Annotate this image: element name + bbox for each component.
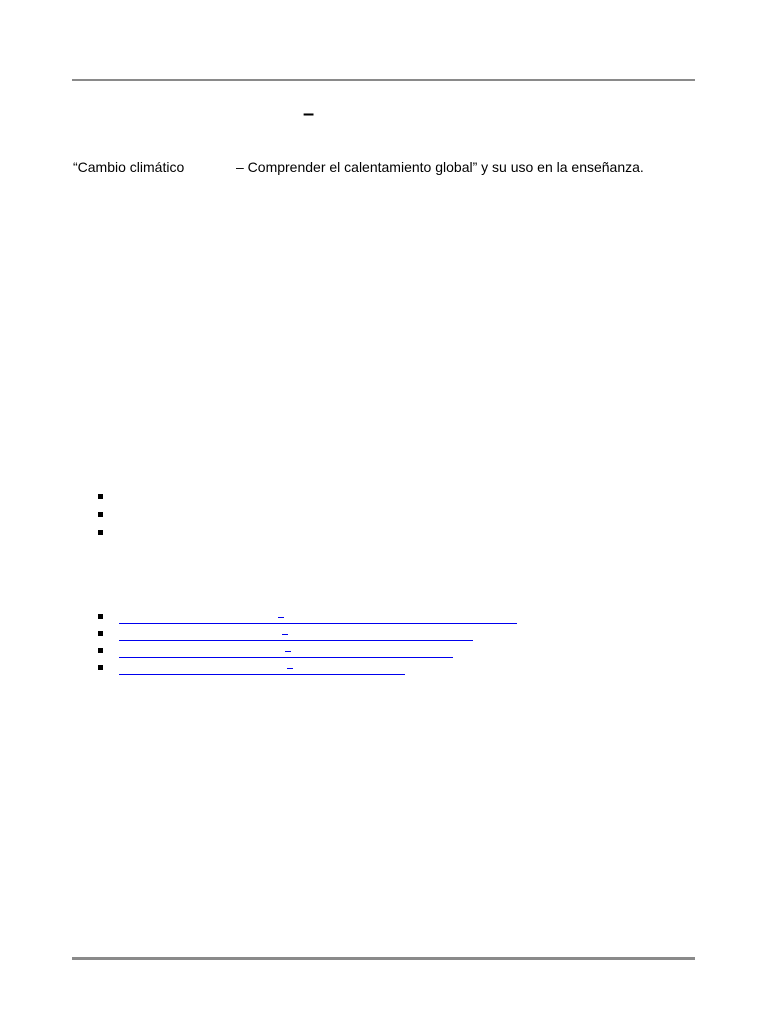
footer-rule [72, 957, 695, 960]
page-heading-dash: – [303, 103, 315, 125]
bullet-marker [98, 512, 103, 517]
hyperlink[interactable] [119, 623, 517, 624]
bullet-marker [98, 648, 103, 653]
header-rule [72, 79, 695, 81]
link-dash [278, 617, 284, 618]
bullet-marker [98, 665, 103, 670]
hyperlink[interactable] [119, 657, 453, 658]
link-dash [285, 651, 291, 652]
bullet-marker [98, 530, 103, 535]
link-dash [282, 634, 288, 635]
bullet-marker [98, 494, 103, 499]
hyperlink[interactable] [119, 674, 405, 675]
intro-text-title: “Cambio climático [73, 159, 185, 175]
hyperlink[interactable] [119, 640, 473, 641]
bullet-marker [98, 614, 103, 619]
intro-text-description: – Comprender el calentamiento global” y su uso en la enseñanza. [236, 159, 644, 175]
bullet-marker [98, 631, 103, 636]
link-dash [287, 668, 293, 669]
